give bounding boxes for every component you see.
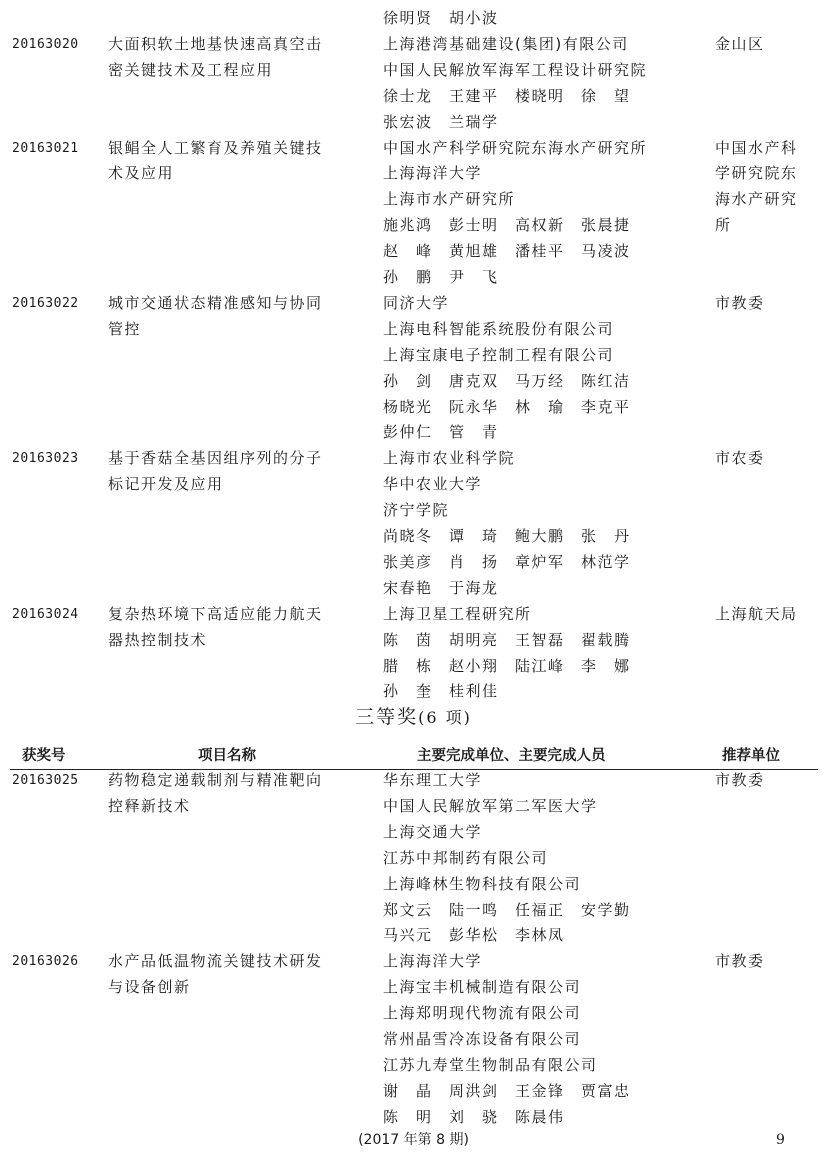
award-id: 20163023 [12, 451, 79, 467]
unit-or-person-line: 孙 奎 桂利佳 [383, 682, 499, 701]
unit-or-person-line: 华中农业大学 [383, 475, 483, 494]
unit-or-person-line: 上海卫星工程研究所 [383, 604, 532, 623]
unit-or-person-line: 华东理工大学 [383, 771, 483, 789]
award-id: 20163025 [12, 773, 79, 788]
award-id: 20163022 [12, 295, 79, 311]
unit-or-person-line: 中国人民解放军第二军医大学 [383, 796, 598, 815]
project-name-line: 城市交通状态精准感知与协同 [108, 293, 323, 312]
unit-or-person-line: 腊 栋 赵小翔 陆江峰 李 娜 [383, 656, 631, 675]
project-name-line: 复杂热环境下高适应能力航天 [108, 604, 323, 623]
header-project-name: 项目名称 [198, 748, 256, 764]
section-count: (6 项) [418, 708, 472, 727]
unit-or-person-line: 上海电科智能系统股份有限公司 [383, 319, 615, 338]
recommender-line: 学研究院东 [715, 164, 798, 183]
unit-or-person-line: 陈 明 刘 骁 陈晨伟 [383, 1107, 565, 1126]
unit-or-person-line: 上海宝丰机械制造有限公司 [383, 978, 582, 997]
recommender-line: 市农委 [715, 449, 765, 468]
header-recommender: 推荐单位 [722, 748, 780, 764]
page-number: 9 [776, 1132, 785, 1148]
unit-or-person-line: 马兴元 彭华松 李林凤 [383, 926, 565, 945]
unit-or-person-line: 上海宝康电子控制工程有限公司 [383, 345, 615, 364]
unit-or-person-line: 郑文云 陆一鸣 任福正 安学勤 [383, 900, 631, 919]
unit-or-person-line: 中国人民解放军海军工程设计研究院 [383, 60, 648, 79]
award-id: 20163026 [12, 954, 79, 970]
project-name-line: 控释新技术 [108, 796, 191, 815]
project-name-line: 水产品低温物流关键技术研发 [108, 952, 323, 971]
recommender-line: 所 [715, 216, 732, 235]
project-name-line: 标记开发及应用 [108, 475, 224, 494]
project-name-line: 基于香菇全基因组序列的分子 [108, 449, 323, 468]
project-name-line: 管控 [108, 319, 142, 338]
unit-or-person-line: 上海郑明现代物流有限公司 [383, 1004, 582, 1023]
unit-or-person-line: 同济大学 [383, 293, 450, 312]
project-name-line: 大面积软土地基快速高真空击 [108, 34, 323, 53]
project-name-line: 银鲳全人工繁育及养殖关键技 [108, 138, 323, 157]
unit-or-person-line: 江苏中邦制药有限公司 [383, 848, 549, 867]
recommender-line: 金山区 [715, 34, 765, 53]
recommender-line: 上海航天局 [715, 604, 798, 623]
project-name-line: 与设备创新 [108, 978, 191, 997]
unit-or-person-line: 上海峰林生物科技有限公司 [383, 874, 582, 893]
header-award-id: 获奖号 [22, 748, 66, 764]
unit-or-person-line: 陈 茵 胡明亮 王智磊 翟载腾 [383, 630, 631, 649]
unit-or-person-line: 徐明贤 胡小波 [383, 9, 499, 27]
unit-or-person-line: 宋春艳 于海龙 [383, 578, 499, 597]
unit-or-person-line: 杨晓光 阮永华 林 瑜 李克平 [383, 397, 631, 416]
section-title-text: 三等奖 [355, 706, 419, 728]
unit-or-person-line: 孙 鹏 尹 飞 [383, 268, 499, 286]
unit-or-person-line: 上海港湾基础建设(集团)有限公司 [383, 34, 629, 53]
unit-or-person-line: 彭仲仁 管 青 [383, 423, 499, 442]
project-name-line: 器热控制技术 [108, 630, 208, 649]
award-id: 20163021 [12, 140, 79, 156]
recommender-line: 市教委 [715, 293, 765, 312]
recommender-line: 市教委 [715, 771, 765, 789]
unit-or-person-line: 徐士龙 王建平 楼晓明 徐 望 [383, 86, 631, 105]
unit-or-person-line: 谢 晶 周洪剑 王金锋 贾富忠 [383, 1081, 631, 1100]
recommender-line: 海水产研究 [715, 190, 798, 209]
unit-or-person-line: 上海海洋大学 [383, 164, 483, 183]
section-title [0, 702, 827, 732]
unit-or-person-line: 上海交通大学 [383, 822, 483, 841]
unit-or-person-line: 施兆鸿 彭士明 高权新 张晨捷 [383, 216, 631, 235]
unit-or-person-line: 江苏九寿堂生物制品有限公司 [383, 1055, 598, 1074]
unit-or-person-line: 济宁学院 [383, 501, 450, 520]
unit-or-person-line: 张宏波 兰瑞学 [383, 112, 499, 131]
project-name-line: 密关键技术及工程应用 [108, 60, 274, 79]
unit-or-person-line: 孙 剑 唐克双 马万经 陈红洁 [383, 371, 631, 390]
header-units-people: 主要完成单位、主要完成人员 [417, 748, 606, 764]
recommender-line: 中国水产科 [715, 138, 798, 157]
project-name-line: 术及应用 [108, 164, 175, 183]
unit-or-person-line: 张美彦 肖 扬 章炉军 林范学 [383, 552, 631, 571]
unit-or-person-line: 上海市农业科学院 [383, 449, 516, 468]
recommender-line: 市教委 [715, 952, 765, 971]
unit-or-person-line: 赵 峰 黄旭雄 潘桂平 马凌波 [383, 242, 631, 261]
project-name-line: 药物稳定递载制剂与精准靶向 [108, 771, 323, 789]
award-id: 20163020 [12, 36, 79, 52]
footer-issue: (2017 年第 8 期) [358, 1132, 469, 1148]
unit-or-person-line: 上海海洋大学 [383, 952, 483, 971]
unit-or-person-line: 常州晶雪冷冻设备有限公司 [383, 1030, 582, 1048]
unit-or-person-line: 上海市水产研究所 [383, 190, 516, 209]
unit-or-person-line: 尚晓冬 谭 琦 鲍大鹏 张 丹 [383, 527, 631, 545]
award-id: 20163024 [12, 606, 79, 622]
unit-or-person-line: 中国水产科学研究院东海水产研究所 [383, 138, 648, 157]
